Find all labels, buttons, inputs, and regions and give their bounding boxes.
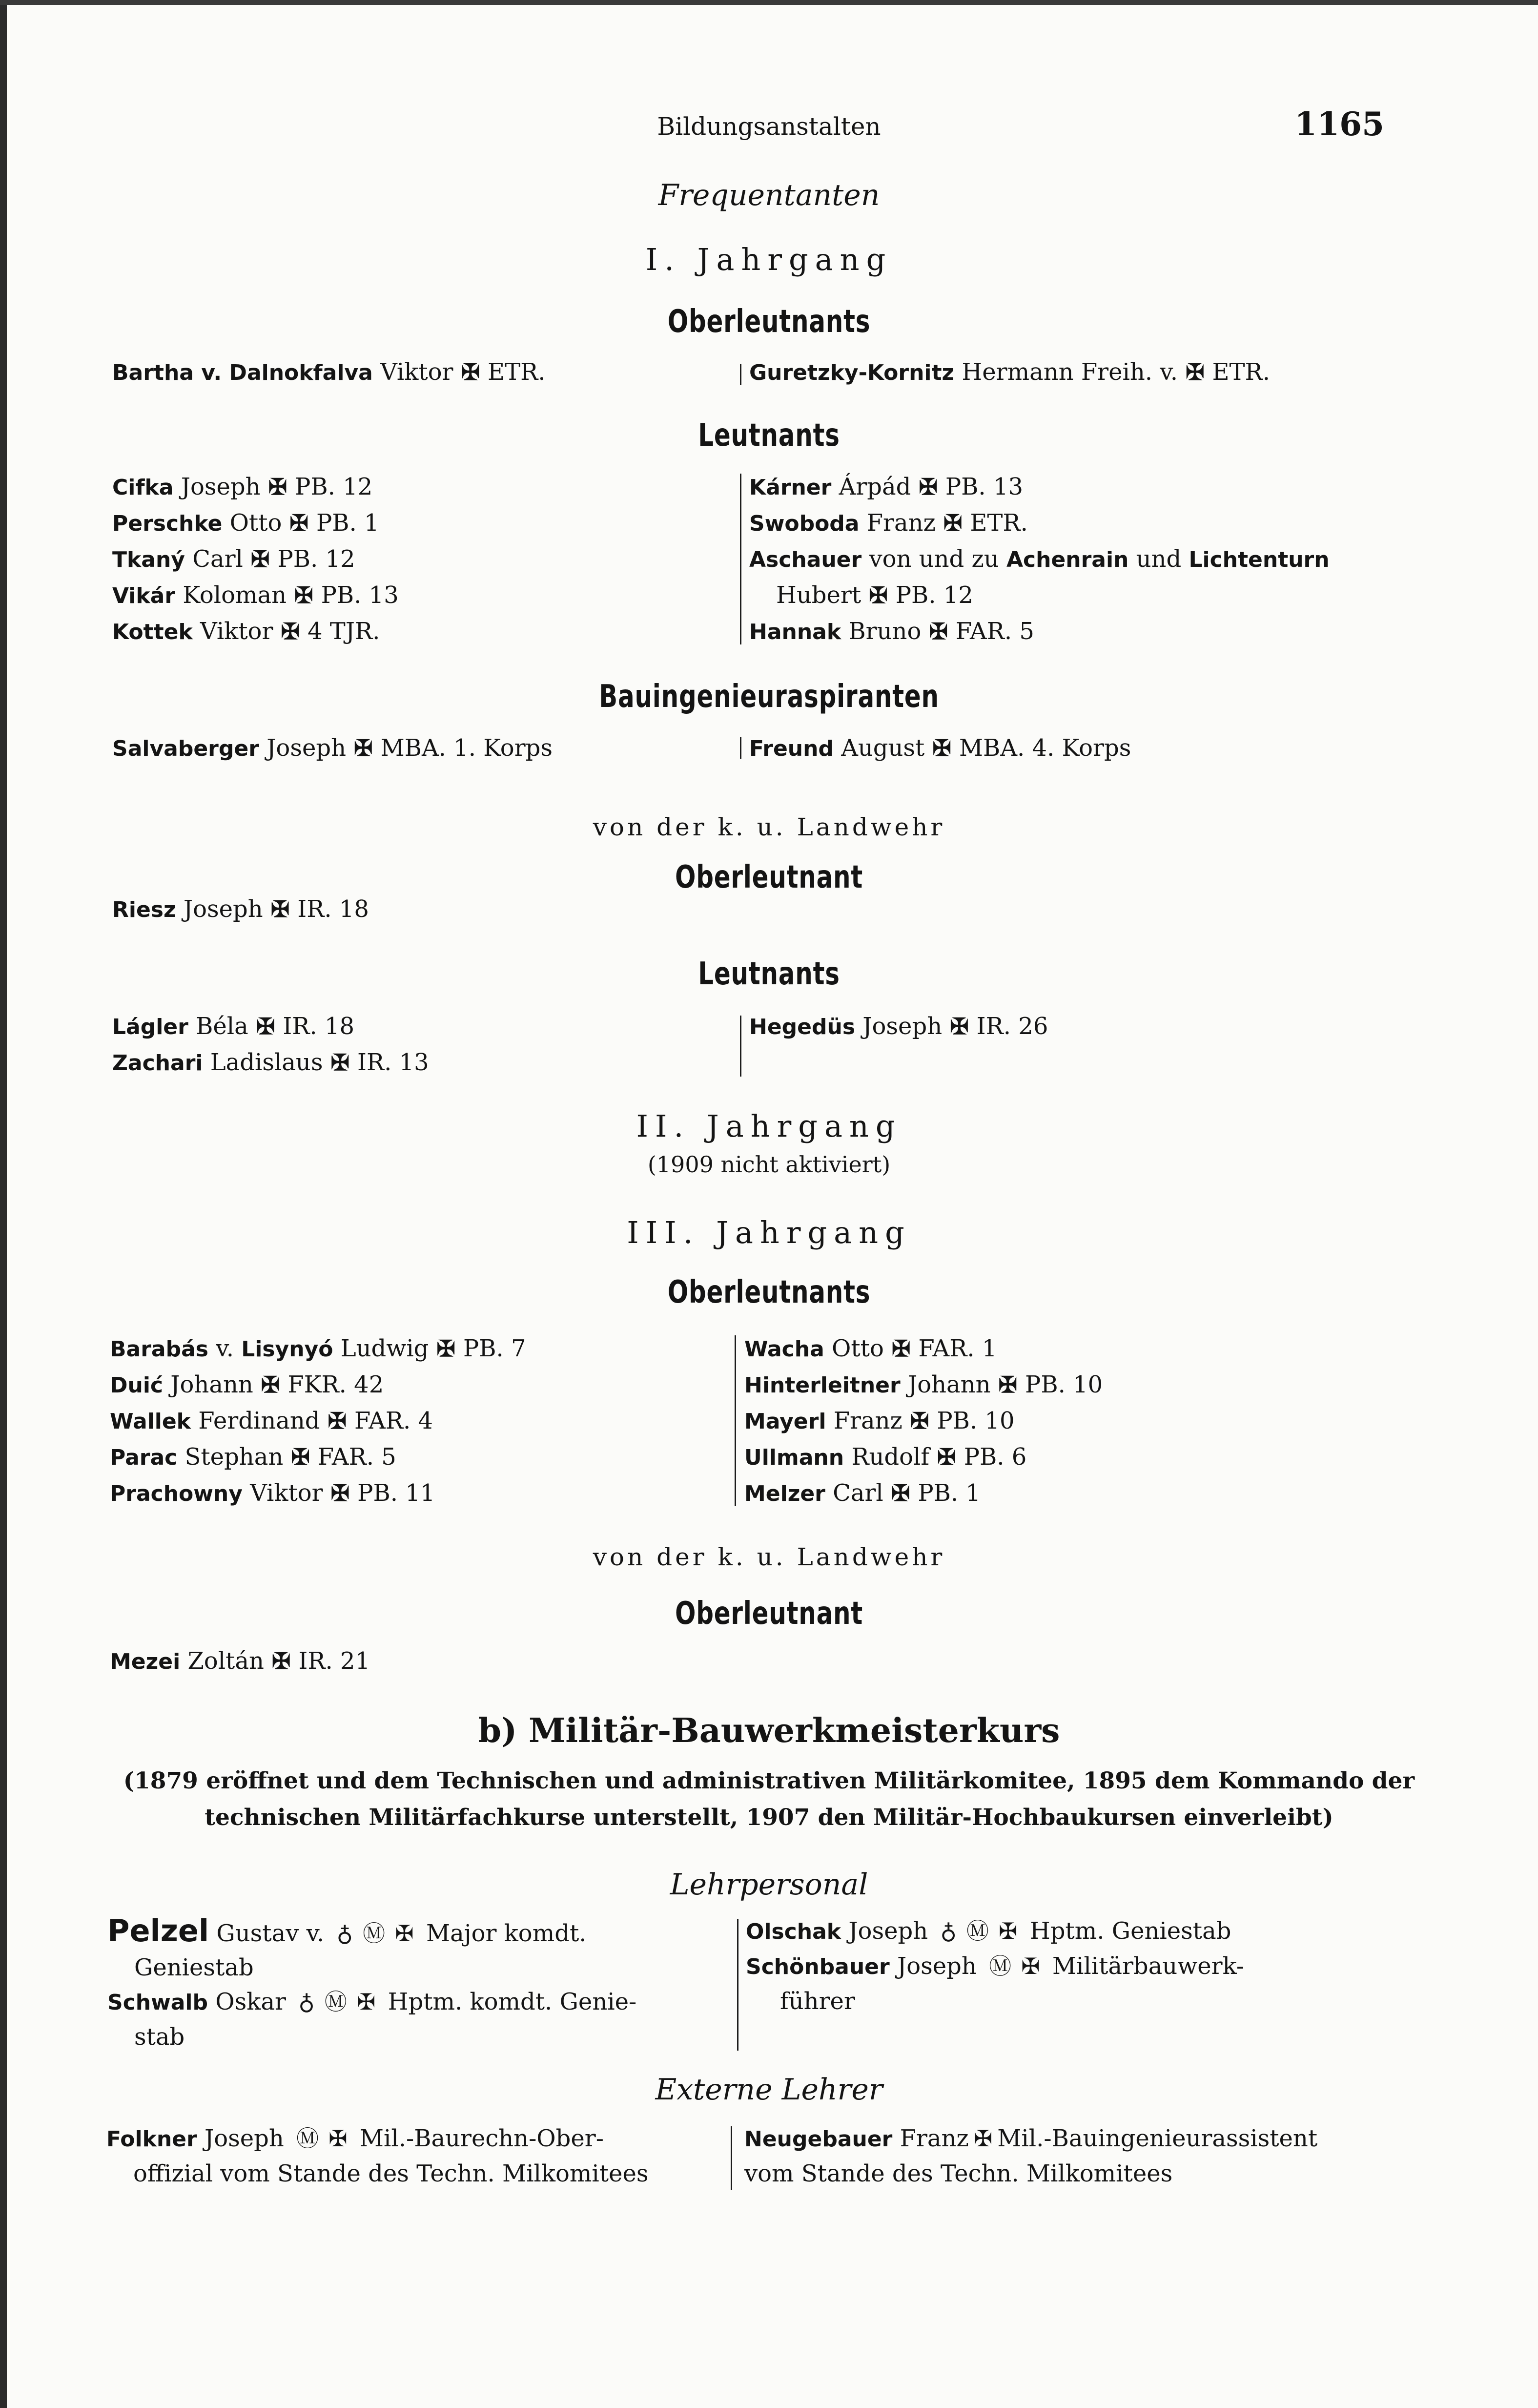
list-item: Hegedüs Joseph ✠ IR. 26	[749, 1008, 1433, 1044]
running-header: Bildungsanstalten	[657, 112, 881, 141]
oberleutnant-heading: Oberleutnant	[675, 1596, 863, 1632]
medal-m-icon: Ⓜ	[324, 1989, 347, 2015]
leutnants-right	[749, 469, 1433, 649]
list-item: Mayerl Franz ✠ PB. 10	[744, 1403, 1428, 1439]
list-item: Hannak Bruno ✠ FAR. 5	[749, 613, 1433, 649]
list-item: Mezei Zoltán ✠ IR. 21	[110, 1643, 715, 1679]
list-item: Melzer Carl ✠ PB. 1	[744, 1475, 1428, 1511]
externe-left	[106, 2121, 736, 2191]
list-item: Parac Stephan ✠ FAR. 5	[110, 1439, 715, 1475]
order-loop-icon: ♁	[298, 1989, 315, 2015]
lehrpersonal-heading: Lehrpersonal	[670, 1868, 868, 1902]
cross-pattee-icon: ✠	[294, 582, 313, 608]
cross-pattee-icon: ✠	[1021, 1953, 1040, 1979]
list-item: Prachowny Viktor ✠ PB. 11	[110, 1475, 715, 1511]
list-item-continuation: Geniestab	[134, 1954, 254, 1981]
j3-landwehr-oberleutnant-left	[110, 1643, 715, 1679]
order-loop-icon: ♁	[336, 1920, 353, 1947]
cross-pattee-icon: ✠	[929, 618, 948, 644]
cross-pattee-icon: ✠	[891, 1480, 910, 1506]
aspiranten-heading: Bauingenieuraspiranten	[599, 679, 939, 715]
list-item: Schönbauer Joseph Ⓜ ✠ Militärbauwerk-	[746, 1949, 1429, 1984]
cross-pattee-icon: ✠	[999, 1918, 1018, 1944]
list-item: Perschke Otto ✠ PB. 1	[112, 505, 718, 541]
externe-heading: Externe Lehrer	[655, 2073, 883, 2107]
cross-pattee-icon: ✠	[328, 1408, 347, 1434]
cross-pattee-icon: ✠	[330, 1049, 350, 1076]
medal-m-icon: Ⓜ	[296, 2125, 319, 2152]
column-divider	[740, 364, 741, 385]
list-item: Cifka Joseph ✠ PB. 12	[112, 469, 718, 505]
medal-m-icon: Ⓜ	[966, 1918, 989, 1944]
cross-pattee-icon: ✠	[1185, 359, 1205, 385]
list-item-continuation: offizial vom Stande des Techn. Milkomitees	[133, 2160, 649, 2187]
list-item-continuation: stab	[134, 2023, 185, 2051]
frequentanten-heading: Frequentanten	[658, 178, 880, 212]
jahrgang-1-heading: I. Jahrgang	[645, 242, 893, 277]
column-divider	[740, 737, 741, 759]
jahrgang-2-heading: II. Jahrgang	[636, 1108, 902, 1144]
cross-pattee-icon: ✠	[919, 474, 938, 500]
landwehr-oberleutnant-left	[112, 891, 718, 927]
cross-pattee-icon: ✠	[261, 1371, 280, 1398]
list-item: Vikár Koloman ✠ PB. 13	[112, 577, 718, 613]
oberleutnant-heading: Oberleutnant	[675, 859, 863, 895]
list-item: Folkner Joseph Ⓜ ✠ Mil.-Baurechn-Ober-	[106, 2121, 736, 2157]
list-item: Riesz Joseph ✠ IR. 18	[112, 891, 718, 927]
cross-pattee-icon: ✠	[281, 618, 300, 644]
landwehr-leutnants-right	[749, 1008, 1433, 1044]
list-item-continuation: führer	[780, 1988, 855, 2015]
medal-m-icon: Ⓜ	[989, 1953, 1012, 1979]
list-item: Aschauer von und zu Achenrain und Lichtenturn	[749, 545, 1330, 573]
column-divider	[731, 2126, 732, 2190]
aspiranten-right	[749, 730, 1433, 766]
page-number: 1165	[1294, 105, 1384, 143]
cross-pattee-icon: ✠	[973, 2125, 993, 2152]
column-divider	[737, 1919, 738, 2051]
cross-pattee-icon: ✠	[436, 1335, 455, 1362]
list-item: Schwalb Oskar ♁ Ⓜ ✠ Hptm. komdt. Genie-	[107, 1985, 727, 2020]
oberleutnants-right	[749, 354, 1433, 390]
list-item: Freund August ✠ MBA. 4. Korps	[749, 730, 1433, 766]
list-item: Swoboda Franz ✠ ETR.	[749, 505, 1433, 541]
leutnants-heading: Leutnants	[698, 417, 840, 454]
cross-pattee-icon: ✠	[395, 1920, 414, 1947]
list-item: Bartha v. Dalnokfalva Viktor ✠ ETR.	[112, 354, 718, 390]
section-title: b) Militär-Bauwerkmeisterkurs	[478, 1711, 1060, 1750]
landwehr-leutnants-left	[112, 1008, 718, 1080]
cross-pattee-icon: ✠	[950, 1013, 969, 1039]
medal-m-icon: Ⓜ	[363, 1920, 386, 1947]
list-item: Pelzel Gustav v. ♁ Ⓜ ✠ Major komdt.	[107, 1914, 727, 1951]
lehrpersonal-left	[107, 1914, 727, 2054]
cross-pattee-icon: ✠	[289, 510, 308, 536]
list-item: Guretzky-Kornitz Hermann Freih. v. ✠ ETR.	[749, 354, 1433, 390]
list-item: Tkaný Carl ✠ PB. 12	[112, 541, 718, 577]
list-item: Kottek Viktor ✠ 4 TJR.	[112, 613, 718, 649]
list-item: Wallek Ferdinand ✠ FAR. 4	[110, 1403, 715, 1439]
cross-pattee-icon: ✠	[250, 546, 270, 572]
cross-pattee-icon: ✠	[932, 735, 951, 761]
list-item: Hinterleitner Johann ✠ PB. 10	[744, 1367, 1428, 1403]
cross-pattee-icon: ✠	[270, 896, 290, 922]
list-item: Neugebauer Franz ✠ Mil.-Bauingenieurassistent	[744, 2121, 1433, 2157]
leutnants-heading: Leutnants	[698, 956, 840, 992]
jahrgang-2-note: (1909 nicht aktiviert)	[647, 1151, 891, 1178]
cross-pattee-icon: ✠	[910, 1408, 929, 1434]
list-item: Kárner Árpád ✠ PB. 13	[749, 469, 1433, 505]
list-item: Duić Johann ✠ FKR. 42	[110, 1367, 715, 1403]
list-item-continuation: Hubert ✠ PB. 12	[749, 577, 1433, 613]
landwehr-heading: von der k. u. Landwehr	[593, 1543, 945, 1571]
cross-pattee-icon: ✠	[356, 1989, 376, 2015]
list-item: Barabás v. Lisynyó Ludwig ✠ PB. 7	[110, 1330, 715, 1367]
list-item-continuation: vom Stande des Techn. Milkomitees	[744, 2160, 1173, 2187]
landwehr-heading: von der k. u. Landwehr	[593, 813, 945, 841]
column-divider	[735, 1335, 736, 1506]
list-item: Lágler Béla ✠ IR. 18	[112, 1008, 718, 1044]
list-item: Salvaberger Joseph ✠ MBA. 1. Korps	[112, 730, 718, 766]
list-item: Ullmann Rudolf ✠ PB. 6	[744, 1439, 1428, 1475]
cross-pattee-icon: ✠	[998, 1371, 1018, 1398]
oberleutnants-heading: Oberleutnants	[667, 1274, 871, 1310]
list-item: Wacha Otto ✠ FAR. 1	[744, 1330, 1428, 1367]
list-item: Olschak Joseph ♁ Ⓜ ✠ Hptm. Geniestab	[746, 1914, 1429, 1949]
column-divider	[740, 474, 741, 644]
lehrpersonal-right	[746, 1914, 1429, 2018]
cross-pattee-icon: ✠	[271, 1648, 291, 1674]
leutnants-left	[112, 469, 718, 649]
j3-oberleutnants-left	[110, 1330, 715, 1511]
aspiranten-left	[112, 730, 718, 766]
jahrgang-3-heading: III. Jahrgang	[627, 1215, 911, 1250]
cross-pattee-icon: ✠	[354, 735, 373, 761]
list-item: Zachari Ladislaus ✠ IR. 13	[112, 1044, 718, 1080]
cross-pattee-icon: ✠	[461, 359, 480, 385]
cross-pattee-icon: ✠	[328, 2125, 348, 2152]
cross-pattee-icon: ✠	[943, 510, 963, 536]
section-note-line-2: technischen Militärfachkurse unterstellt, 1907 den Militär-Hochbaukursen einverleibt)	[205, 1804, 1333, 1831]
cross-pattee-icon: ✠	[268, 474, 287, 500]
cross-pattee-icon: ✠	[291, 1444, 310, 1470]
externe-right	[744, 2121, 1433, 2191]
cross-pattee-icon: ✠	[256, 1013, 275, 1039]
column-divider	[740, 1016, 741, 1077]
cross-pattee-icon: ✠	[330, 1480, 350, 1506]
j3-oberleutnants-right	[744, 1330, 1428, 1511]
oberleutnants-heading: Oberleutnants	[667, 304, 871, 340]
cross-pattee-icon: ✠	[937, 1444, 956, 1470]
order-loop-icon: ♁	[940, 1918, 957, 1944]
oberleutnants-left	[112, 354, 718, 390]
cross-pattee-icon: ✠	[891, 1335, 911, 1362]
cross-pattee-icon: ✠	[869, 582, 888, 608]
section-note-line-1: (1879 eröffnet und dem Technischen und administrativen Militärkomitee, 1895 dem Kommando der	[123, 1767, 1415, 1794]
